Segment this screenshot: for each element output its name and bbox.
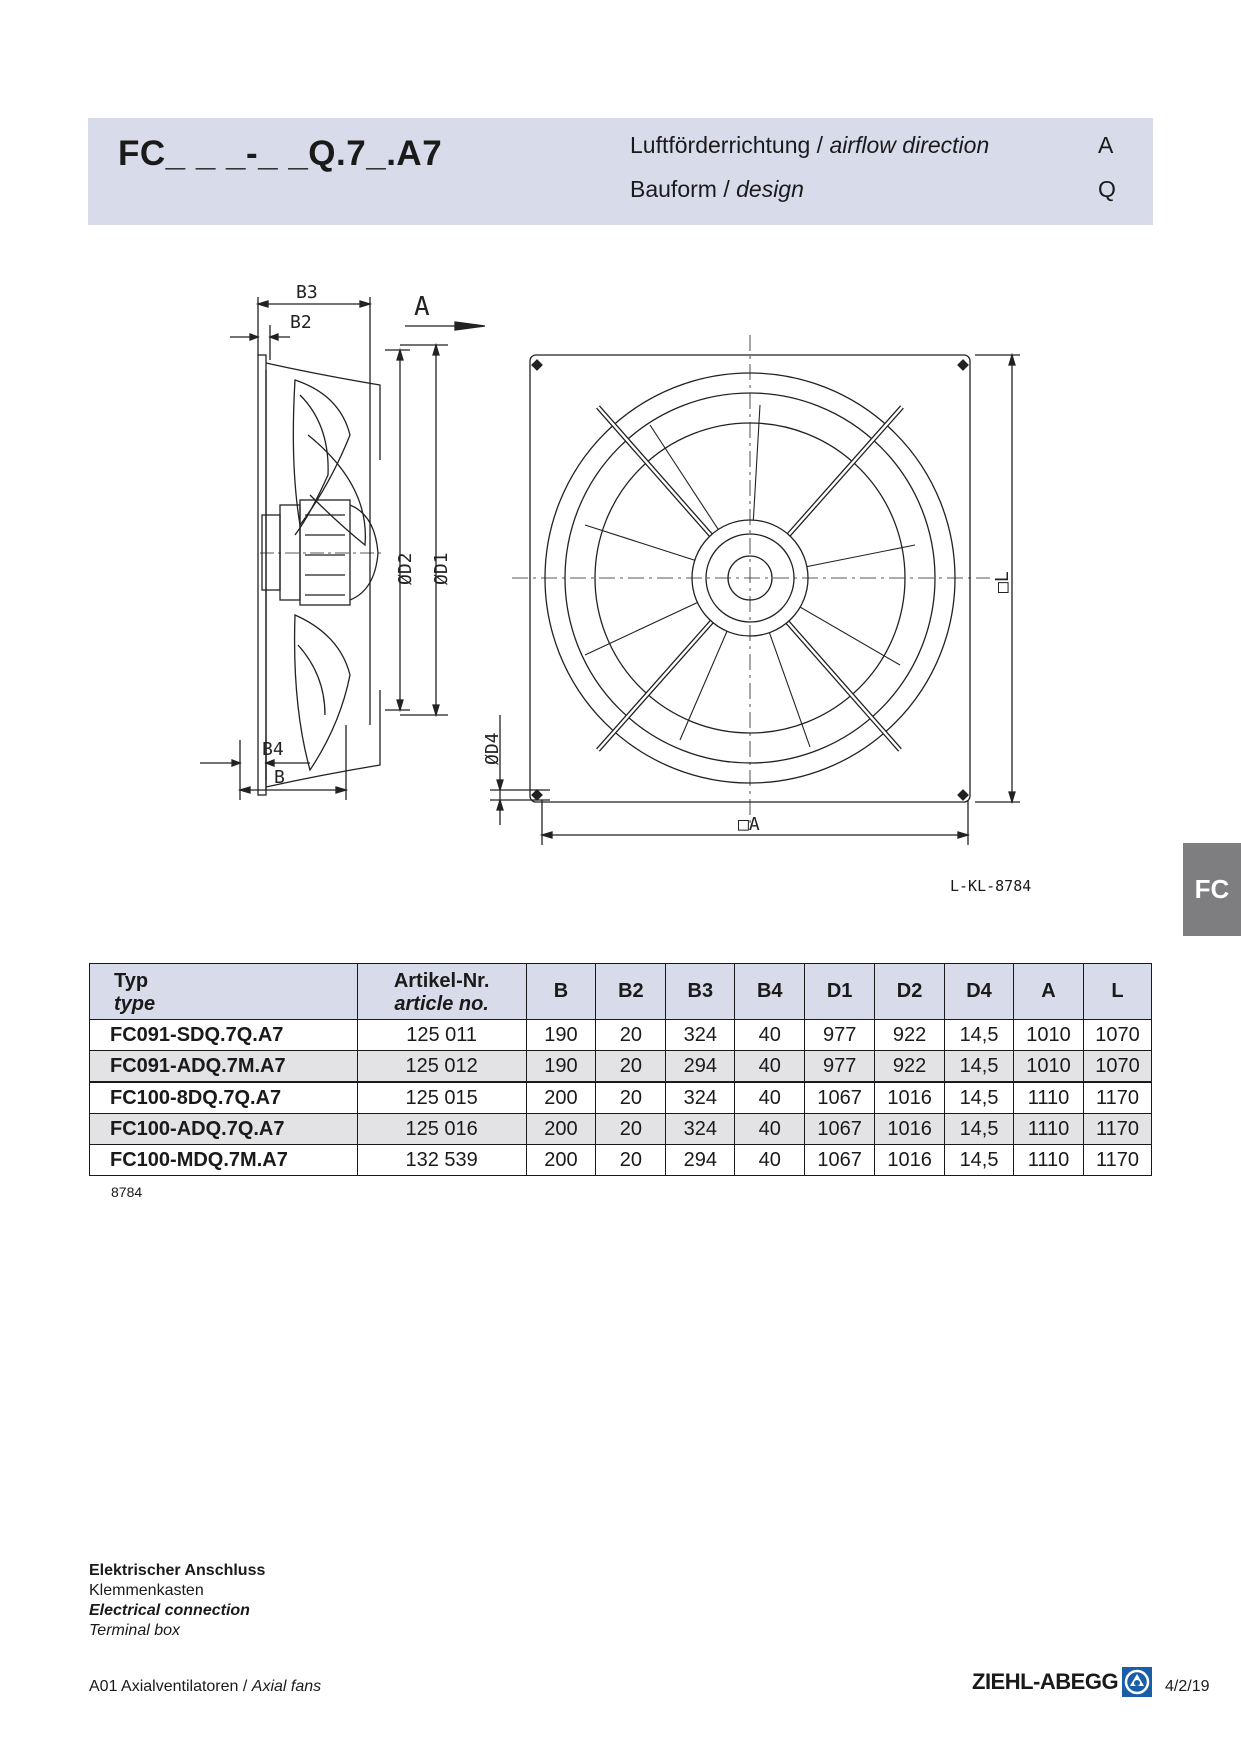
cell-l: 1170 xyxy=(1083,1145,1151,1176)
cell-d4: 14,5 xyxy=(945,1114,1014,1145)
design-label xyxy=(630,176,804,203)
cell-b: 190 xyxy=(526,1020,596,1051)
airflow-label-en: airflow direction xyxy=(829,132,990,158)
airflow-arrow-label: A xyxy=(414,292,430,322)
cell-b: 200 xyxy=(526,1114,596,1145)
cell-b: 190 xyxy=(526,1051,596,1083)
electrical-connection-note xyxy=(89,1561,265,1641)
cell-b2: 20 xyxy=(596,1020,666,1051)
dim-d1-label: ØD1 xyxy=(431,552,452,585)
cell-article: 125 012 xyxy=(357,1051,526,1083)
dim-b3-label: B3 xyxy=(296,285,318,303)
dimensions-table xyxy=(89,963,1152,1176)
cell-d1: 977 xyxy=(805,1020,875,1051)
table-row xyxy=(90,1145,1152,1176)
col-header-article: Artikel-Nr. article no. xyxy=(357,964,526,1020)
col-header-l: L xyxy=(1083,964,1151,1020)
cell-b3: 294 xyxy=(666,1051,735,1083)
cell-l: 1170 xyxy=(1083,1082,1151,1114)
table-row xyxy=(90,1082,1152,1114)
brand-logo xyxy=(972,1666,1153,1698)
cell-a: 1010 xyxy=(1014,1020,1084,1051)
brand-emblem-icon xyxy=(1121,1666,1153,1698)
cell-d2: 1016 xyxy=(875,1114,945,1145)
cell-b3: 324 xyxy=(666,1020,735,1051)
side-view xyxy=(200,285,452,800)
airflow-label-de: Luftförderrichtung / xyxy=(630,132,830,158)
footer-section xyxy=(89,1678,321,1696)
cell-d2: 922 xyxy=(875,1051,945,1083)
model-designation: FC_ _ _-_ _Q.7_.A7 xyxy=(118,134,443,173)
dim-b-label: B xyxy=(274,767,285,788)
fan-dimension-drawing xyxy=(200,285,1080,905)
header-band xyxy=(88,118,1153,225)
cell-l: 1170 xyxy=(1083,1114,1151,1145)
dim-d4-label: ØD4 xyxy=(482,732,503,765)
cell-b3: 324 xyxy=(666,1082,735,1114)
airflow-arrow xyxy=(405,292,485,330)
cell-b3: 294 xyxy=(666,1145,735,1176)
front-view xyxy=(482,335,1020,845)
cell-type: FC100-MDQ.7M.A7 xyxy=(90,1145,358,1176)
cell-type: FC091-SDQ.7Q.A7 xyxy=(90,1020,358,1051)
col-header-b3: B3 xyxy=(666,964,735,1020)
electrical-title-de: Elektrischer Anschluss xyxy=(89,1562,266,1579)
cell-a: 1110 xyxy=(1014,1114,1084,1145)
cell-type: FC100-8DQ.7Q.A7 xyxy=(90,1082,358,1114)
electrical-sub-en: Terminal box xyxy=(89,1622,181,1639)
col-header-b4: B4 xyxy=(735,964,805,1020)
brand-name: ZIEHL-ABEGG xyxy=(972,1669,1119,1694)
dim-d2-label: ØD2 xyxy=(395,552,416,585)
cell-article: 132 539 xyxy=(357,1145,526,1176)
cell-d2: 1016 xyxy=(875,1145,945,1176)
cell-b4: 40 xyxy=(735,1114,805,1145)
cell-d1: 1067 xyxy=(805,1082,875,1114)
cell-type: FC100-ADQ.7Q.A7 xyxy=(90,1114,358,1145)
cell-b2: 20 xyxy=(596,1114,666,1145)
cell-d1: 1067 xyxy=(805,1145,875,1176)
dim-l-label: □L xyxy=(992,571,1013,593)
cell-b: 200 xyxy=(526,1082,596,1114)
airflow-direction-label xyxy=(630,132,989,159)
cell-b2: 20 xyxy=(596,1051,666,1083)
col-header-d2: D2 xyxy=(875,964,945,1020)
cell-article: 125 015 xyxy=(357,1082,526,1114)
cell-d1: 977 xyxy=(805,1051,875,1083)
page-date: 4/2/19 xyxy=(1165,1678,1210,1695)
cell-b: 200 xyxy=(526,1145,596,1176)
design-value: Q xyxy=(1098,176,1116,202)
dim-b2-label: B2 xyxy=(290,312,312,333)
electrical-title-en: Electrical connection xyxy=(89,1602,250,1619)
design-label-de: Bauform / xyxy=(630,176,737,202)
col-header-b: B xyxy=(526,964,596,1020)
electrical-sub-de: Klemmenkasten xyxy=(89,1582,204,1599)
cell-type: FC091-ADQ.7M.A7 xyxy=(90,1051,358,1083)
cell-a: 1110 xyxy=(1014,1145,1084,1176)
cell-d2: 922 xyxy=(875,1020,945,1051)
cell-d4: 14,5 xyxy=(945,1082,1014,1114)
col-header-d1: D1 xyxy=(805,964,875,1020)
table-header-row xyxy=(90,964,1152,1020)
dim-a-label: □A xyxy=(738,814,760,835)
cell-b4: 40 xyxy=(735,1051,805,1083)
cell-l: 1070 xyxy=(1083,1020,1151,1051)
col-header-b2: B2 xyxy=(596,964,666,1020)
cell-a: 1110 xyxy=(1014,1082,1084,1114)
cell-d4: 14,5 xyxy=(945,1145,1014,1176)
drawing-code: L-KL-8784 xyxy=(950,877,1032,895)
cell-b2: 20 xyxy=(596,1082,666,1114)
table-row xyxy=(90,1051,1152,1083)
section-tab: FC xyxy=(1183,843,1241,936)
cell-d2: 1016 xyxy=(875,1082,945,1114)
table-row xyxy=(90,1114,1152,1145)
table-row xyxy=(90,1020,1152,1051)
cell-b4: 40 xyxy=(735,1082,805,1114)
cell-a: 1010 xyxy=(1014,1051,1084,1083)
cell-b4: 40 xyxy=(735,1145,805,1176)
cell-d1: 1067 xyxy=(805,1114,875,1145)
col-header-type: Typ type xyxy=(90,964,358,1020)
cell-d4: 14,5 xyxy=(945,1051,1014,1083)
design-label-en: design xyxy=(736,176,804,202)
col-header-a: A xyxy=(1014,964,1084,1020)
cell-article: 125 016 xyxy=(357,1114,526,1145)
footer-section-de: A01 Axialventilatoren / xyxy=(89,1678,252,1695)
cell-b2: 20 xyxy=(596,1145,666,1176)
cell-b4: 40 xyxy=(735,1020,805,1051)
airflow-direction-value: A xyxy=(1098,132,1114,158)
cell-article: 125 011 xyxy=(357,1020,526,1051)
cell-b3: 324 xyxy=(666,1114,735,1145)
cell-l: 1070 xyxy=(1083,1051,1151,1083)
col-header-d4: D4 xyxy=(945,964,1014,1020)
cell-d4: 14,5 xyxy=(945,1020,1014,1051)
table-code: 8784 xyxy=(111,1184,143,1200)
dim-b4-label: B4 xyxy=(262,739,284,760)
footer-section-en: Axial fans xyxy=(251,1678,322,1695)
